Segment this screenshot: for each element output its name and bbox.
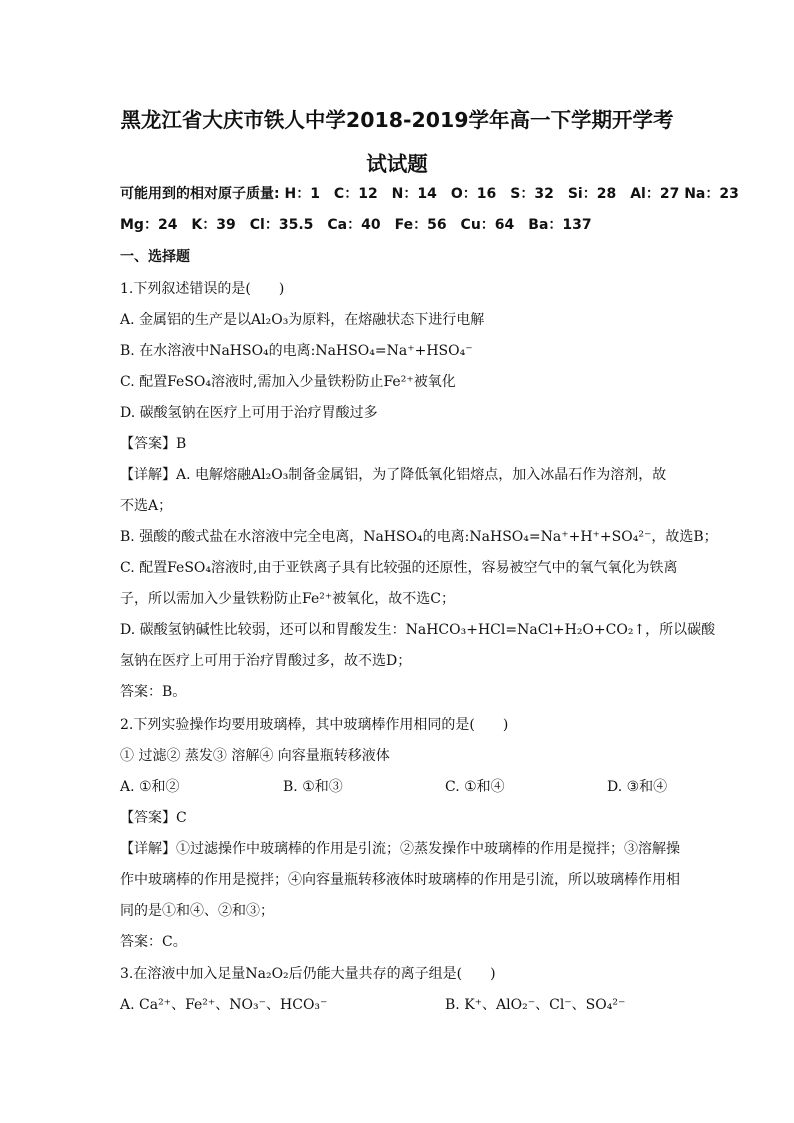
q1-detail-line: C. 配置FeSO₄溶液时,由于亚铁离子具有比较强的还原性，容易被空气中的氧气氧化为铁离: [120, 560, 678, 576]
q1-option-b: B. 在水溶液中NaHSO₄的电离:NaHSO₄=Na⁺+HSO₄⁻: [120, 343, 473, 359]
q1-stem: 1.下列叙述错误的是( ): [120, 281, 285, 297]
q1-final-answer: 答案：B。: [120, 684, 187, 700]
q2-final-answer: 答案：C。: [120, 934, 187, 950]
atomic-masses-line-2: Mg：24 K：39 Cl：35.5 Ca：40 Fe：56 Cu：64 Ba：137: [120, 217, 592, 233]
q1-option-c: C. 配置FeSO₄溶液时,需加入少量铁粉防止Fe²⁺被氧化: [120, 374, 456, 390]
q2-items: ① 过滤② 蒸发③ 溶解④ 向容量瓶转移液体: [120, 748, 390, 764]
document-title-line-1: 黑龙江省大庆市铁人中学2018-2019学年高一下学期开学考: [120, 108, 674, 132]
q2-option-b: B. ①和③: [283, 779, 343, 795]
section-heading: 一、选择题: [120, 249, 190, 265]
q1-detail-line: 不选A；: [120, 498, 173, 514]
q2-detail-line: 【详解】①过滤操作中玻璃棒的作用是引流；②蒸发操作中玻璃棒的作用是搅拌；③溶解操: [120, 841, 680, 857]
q2-answer: 【答案】C: [120, 810, 187, 826]
q1-detail-line: 子，所以需加入少量铁粉防止Fe²⁺被氧化，故不选C；: [120, 591, 455, 607]
q2-option-a: A. ①和②: [120, 779, 180, 795]
q1-option-d: D. 碳酸氢钠在医疗上可用于治疗胃酸过多: [120, 405, 378, 421]
q2-option-d: D. ③和④: [607, 779, 668, 795]
q2-stem: 2.下列实验操作均要用玻璃棒，其中玻璃棒作用相同的是( ): [120, 717, 509, 733]
atomic-masses-line-1: 可能用到的相对原子质量: H：1 C：12 N：14 O：16 S：32 Si：28 Al：27 Na：23: [120, 186, 739, 202]
q1-detail-line: 【详解】A. 电解熔融Al₂O₃制备金属铝，为了降低氧化铝熔点，加入冰晶石作为溶剂，故: [120, 467, 667, 483]
q1-option-a: A. 金属铝的生产是以Al₂O₃为原料，在熔融状态下进行电解: [120, 312, 485, 328]
q1-detail-line: 氢钠在医疗上可用于治疗胃酸过多，故不选D；: [120, 653, 412, 669]
q2-option-c: C. ①和④: [445, 779, 505, 795]
q1-answer: 【答案】B: [120, 436, 187, 452]
q2-detail-line: 作中玻璃棒的作用是搅拌；④向容量瓶转移液体时玻璃棒的作用是引流，所以玻璃棒作用相: [120, 872, 680, 888]
q3-option-a: A. Ca²⁺、Fe²⁺、NO₃⁻、HCO₃⁻: [120, 997, 328, 1013]
document-title-line-2: 试试题: [366, 152, 428, 176]
q1-detail-line: D. 碳酸氢钠碱性比较弱，还可以和胃酸发生：NaHCO₃+HCl=NaCl+H₂O+CO₂↑，所以碳酸: [120, 622, 716, 638]
q1-detail-line: B. 强酸的酸式盐在水溶液中完全电离，NaHSO₄的电离:NaHSO₄=Na⁺+H⁺+SO₄²⁻，故选B；: [120, 529, 718, 545]
q3-stem: 3.在溶液中加入足量Na₂O₂后仍能大量共存的离子组是( ): [120, 966, 496, 982]
q3-option-b: B. K⁺、AlO₂⁻、Cl⁻、SO₄²⁻: [445, 997, 626, 1013]
q2-detail-line: 同的是①和④、②和③；: [120, 903, 274, 919]
